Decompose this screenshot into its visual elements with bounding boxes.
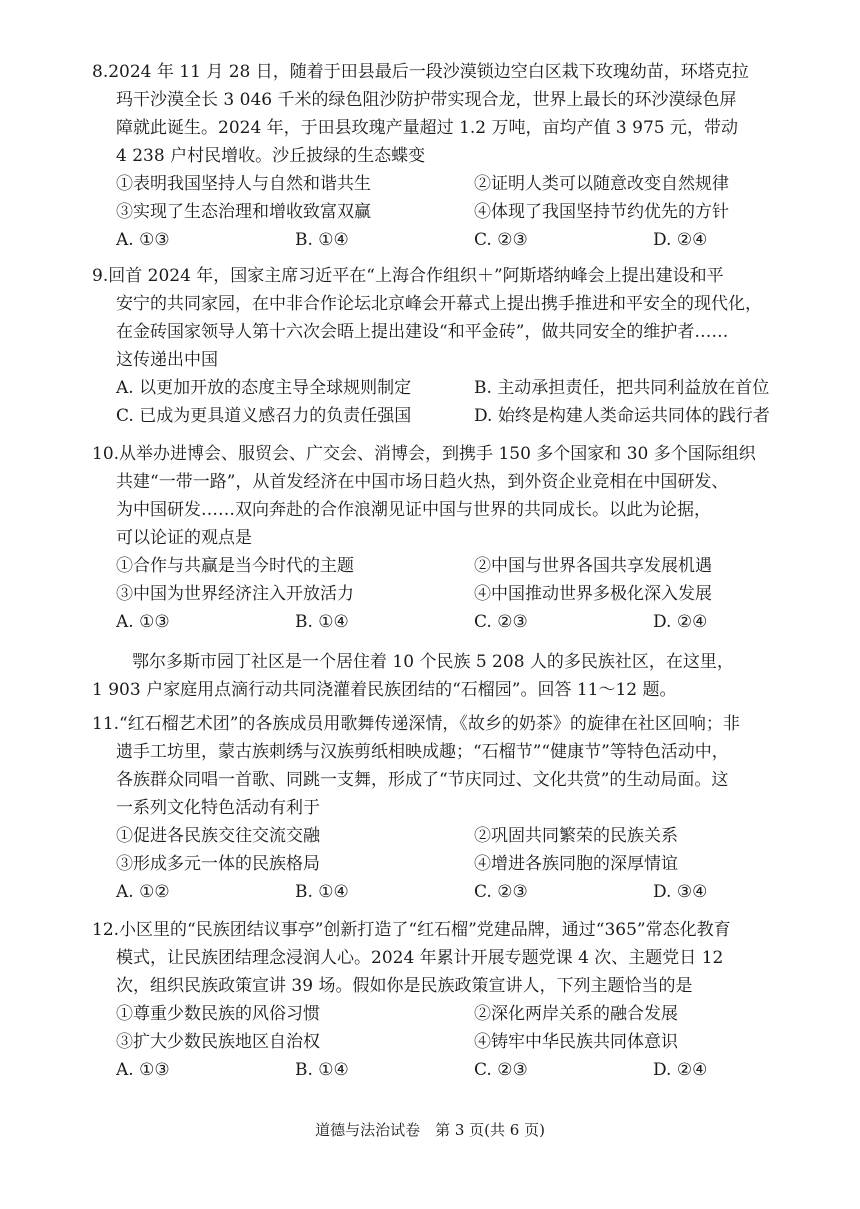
statement-2: ②证明人类可以随意改变自然规律 [474,174,729,194]
question-stem-line: 次，组织民族政策宣讲 39 场。假如你是民族政策宣讲人，下列主题恰当的是 [116,976,693,996]
statement-3: ③扩大少数民族地区自治权 [116,1032,320,1052]
choice-c: C. ②③ [474,230,528,250]
question-8 [92,58,832,254]
question-stem-line: 这传递出中国 [116,350,218,370]
choice-c: C. ②③ [474,612,528,632]
question-stem-line: 一系列文化特色活动有利于 [116,798,320,818]
statement-3: ③形成多元一体的民族格局 [116,854,320,874]
question-stem-line: 共建“一带一路”，从首发经济在中国市场日趋火热，到外资企业竞相在中国研发、 [116,472,729,492]
question-stem-line: 在金砖国家领导人第十六次会晤上提出建设“和平金砖”，做共同安全的维护者…… [116,322,729,342]
statement-row [92,198,832,226]
question-stem-line: 障就此诞生。2024 年，于田县玫瑰产量超过 1.2 万吨，亩均产值 3 975 元，带动 [116,118,738,138]
choice-c: C. ②③ [474,1060,528,1080]
choice-b: B. ①④ [295,612,349,632]
statement-1: ①尊重少数民族的风俗习惯 [116,1004,320,1024]
question-stem-line: 8.2024 年 11 月 28 日，随着于田县最后一段沙漠锁边空白区栽下玫瑰幼苗，环塔克拉 [92,62,749,82]
statement-4: ④铸牢中华民族共同体意识 [474,1032,678,1052]
choice-d: D. ②④ [653,230,708,250]
question-stem-line: 10.从举办进博会、服贸会、广交会、消博会，到携手 150 多个国家和 30 多个国际组织 [92,444,756,464]
choice-row [92,226,832,254]
statement-row [92,580,832,608]
statement-2: ②巩固共同繁荣的民族关系 [474,826,678,846]
choice-a: A. ①③ [116,230,170,250]
choice-d: D. 始终是构建人类命运共同体的践行者 [474,406,770,426]
question-stem-line: 可以论证的观点是 [116,528,252,548]
statement-row [92,552,832,580]
question-stem-line: 遗手工坊里，蒙古族刺绣与汉族剪纸相映成趣；“石榴节”“健康节”等特色活动中， [116,742,729,762]
question-11 [92,710,832,906]
choice-row [92,1056,832,1084]
question-stem-line: 安宁的共同家园，在中非合作论坛北京峰会开幕式上提出携手推进和平安全的现代化， [116,294,762,314]
statement-row [92,1028,832,1056]
choice-d: D. ②④ [653,612,708,632]
choice-a: A. ①③ [116,1060,170,1080]
statement-3: ③实现了生态治理和增收致富双赢 [116,202,371,222]
question-stem-line: 模式，让民族团结理念浸润人心。2024 年累计开展专题党课 4 次、主题党日 12 [116,948,724,968]
statement-4: ④中国推动世界多极化深入发展 [474,584,712,604]
choice-a: A. ①③ [116,612,170,632]
choice-b: B. ①④ [295,882,349,902]
choice-b: B. ①④ [295,1060,349,1080]
question-stem-line: 各族群众同唱一首歌、同跳一支舞，形成了“节庆同过、文化共赏”的生动局面。这 [116,770,729,790]
choice-row [92,608,832,636]
statement-row [92,850,832,878]
question-stem-line: 为中国研发……双向奔赴的合作浪潮见证中国与世界的共同成长。以此为论据， [116,500,711,520]
choice-a: A. ①② [116,882,170,902]
choice-row [92,374,832,402]
statement-4: ④体现了我国坚持节约优先的方针 [474,202,729,222]
choice-c: C. 已成为更具道义感召力的负责任强国 [116,406,412,426]
statement-1: ①促进各民族交往交流交融 [116,826,320,846]
choice-d: D. ②④ [653,1060,708,1080]
question-stem-line: 11.“红石榴艺术团”的各族成员用歌舞传递深情，《故乡的奶茶》的旋律在社区回响；非 [92,714,740,734]
choice-a: A. 以更加开放的态度主导全球规则制定 [116,378,412,398]
statement-1: ①合作与共赢是当今时代的主题 [116,556,354,576]
choice-row [92,402,832,430]
question-stem-line: 12.小区里的“民族团结议事亭”创新打造了“红石榴”党建品牌，通过“365”常态化教育 [92,920,731,940]
statement-row [92,1000,832,1028]
statement-3: ③中国为世界经济注入开放活力 [116,584,354,604]
question-10 [92,440,832,636]
question-9 [92,262,832,430]
question-stem-line: 4 238 户村民增收。沙丘披绿的生态蝶变 [116,146,426,166]
question-stem-line: 9.回首 2024 年，国家主席习近平在“上海合作组织＋”阿斯塔纳峰会上提出建设和平 [92,266,724,286]
choice-b: B. ①④ [295,230,349,250]
choice-d: D. ③④ [653,882,708,902]
statement-2: ②深化两岸关系的融合发展 [474,1004,678,1024]
question-12 [92,916,832,1084]
page-footer: 道德与法治试卷 第 3 页(共 6 页) [315,1121,545,1139]
question-stem-line: 玛干沙漠全长 3 046 千米的绿色阻沙防护带实现合龙，世界上最长的环沙漠绿色屏 [116,90,737,110]
choice-row [92,878,832,906]
statement-2: ②中国与世界各国共享发展机遇 [474,556,712,576]
material-line: 1 903 户家庭用点滴行动共同浇灌着民族团结的“石榴园”。回答 11～12 题。 [92,680,677,700]
choice-c: C. ②③ [474,882,528,902]
statement-1: ①表明我国坚持人与自然和谐共生 [116,174,371,194]
statement-row [92,170,832,198]
statement-row [92,822,832,850]
statement-4: ④增进各族同胞的深厚情谊 [474,854,678,874]
material-intro [92,648,832,704]
material-line: 鄂尔多斯市园丁社区是一个居住着 10 个民族 5 208 人的多民族社区，在这里， [132,652,734,672]
choice-b: B. 主动承担责任，把共同利益放在首位 [474,378,770,398]
